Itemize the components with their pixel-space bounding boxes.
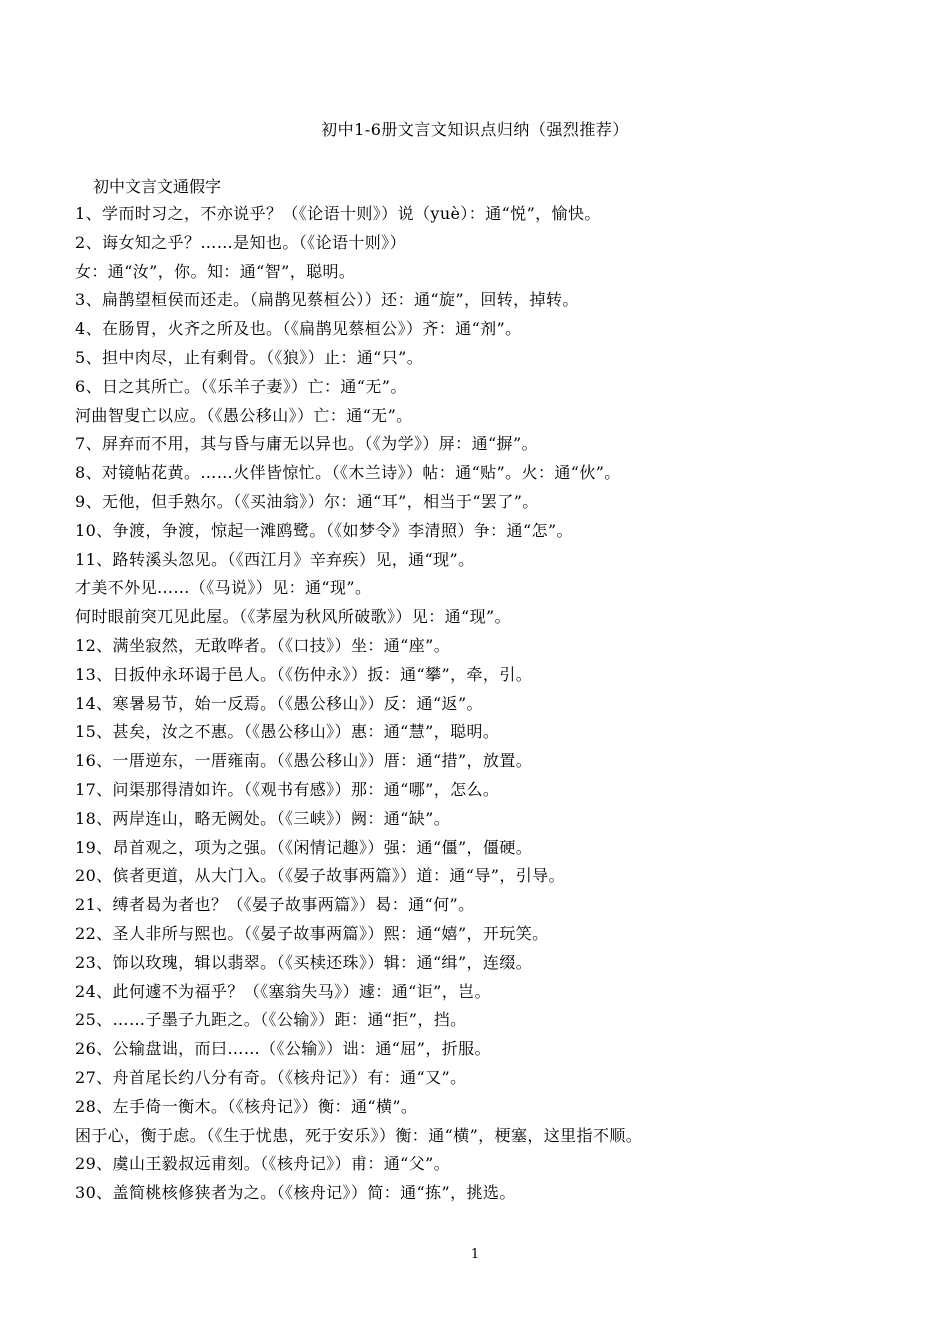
content-line: 河曲智叟亡以应。（《愚公移山》）亡：通“无”。 <box>75 405 413 425</box>
content-line: 17、问渠那得清如许。（《观书有感》）那：通“哪”，怎么。 <box>75 779 500 799</box>
content-line: 8、对镜帖花黄。……火伴皆惊忙。（《木兰诗》）帖：通“贴”。火：通“伙”。 <box>75 463 621 483</box>
content-line: 困于心，衡于虑。（《生于忧患，死于安乐》）衡：通“横”，梗塞，这里指不顺。 <box>75 1125 643 1145</box>
content-line: 18、两岸连山，略无阙处。（《三峡》）阙：通“缺”。 <box>75 808 451 828</box>
content-line: 9、无他，但手熟尔。（《买油翁》）尔：通“耳”，相当于“罢了”。 <box>75 491 539 511</box>
content-line: 29、虞山王毅叔远甫刻。（《核舟记》）甫：通“父”。 <box>75 1154 451 1174</box>
content-line: 2、诲女知之乎？……是知也。（《论语十则》） <box>75 232 406 252</box>
document-title: 初中1-6册文言文知识点归纳（强烈推荐） <box>321 120 629 139</box>
page-number: 1 <box>470 1247 480 1262</box>
content-line: 7、屏弃而不用，其与昏与庸无以异也。（《为学》）屏：通“摒”。 <box>75 434 538 454</box>
content-line: 1、学而时习之，不亦说乎？（《论语十则》）说（yuè）：通“悦”，愉快。 <box>75 204 601 223</box>
content-line: 27、舟首尾长约八分有奇。（《核舟记》）有：通“又”。 <box>75 1067 467 1087</box>
content-line: 13、日扳仲永环谒于邑人。（《伤仲永》）扳：通“攀”，牵，引。 <box>75 664 533 684</box>
content-line: 14、寒暑易节，始一反焉。（《愚公移山》）反：通“返”。 <box>75 693 483 713</box>
content-line: 11、路转溪头忽见。（《西江月》辛弃疾）见，通“现”。 <box>75 549 475 569</box>
content-line: 16、一厝逆东，一厝雍南。（《愚公移山》）厝：通“措”，放置。 <box>75 751 533 771</box>
content-line: 20、傧者更道，从大门入。（《晏子故事两篇》）道：通“导”，引导。 <box>75 866 565 886</box>
content-line: 26、公输盘诎，而曰……（《公输》）诎：通“屈”，折服。 <box>75 1039 491 1059</box>
content-line: 3、扁鹊望桓侯而还走。（扁鹊见蔡桓公））还：通“旋”，回转，掉转。 <box>75 290 579 310</box>
content-line: 21、缚者曷为者也？（《晏子故事两篇》）曷：通“何”。 <box>75 895 475 915</box>
content-line: 12、满坐寂然，无敢哗者。（《口技》）坐：通“座”。 <box>75 635 451 655</box>
content-line: 女：通“汝”，你。知：通“智”，聪明。 <box>75 261 356 281</box>
content-line: 23、饰以玫瑰，辑以翡翠。（《买椟还珠》）辑：通“缉”，连缀。 <box>75 952 533 972</box>
content-line: 何时眼前突兀见此屋。（《茅屋为秋风所破歌》）见：通“现”。 <box>75 607 511 627</box>
content-lines <box>75 200 895 1208</box>
content-line: 15、甚矣，汝之不惠。（《愚公移山》）惠：通“慧”，聪明。 <box>75 722 500 742</box>
content-line: 5、担中肉尽，止有剩骨。（《狼》）止：通“只”。 <box>75 347 424 367</box>
content-line: 10、争渡，争渡，惊起一滩鸥鹭。（《如梦令》李清照）争：通“怎”。 <box>75 520 573 540</box>
content-line: 28、左手倚一衡木。（《核舟记》）衡：通“横”。 <box>75 1096 418 1116</box>
content-line: 25、……子墨子九距之。（《公输》）距：通“拒”，挡。 <box>75 1010 467 1030</box>
content-line: 30、盖简桃核修狭者为之。（《核舟记》）简：通“拣”，挑选。 <box>75 1183 516 1203</box>
section-heading: 初中文言文通假字 <box>93 177 222 196</box>
content-line: 才美不外见……（《马说》）见：通“现”。 <box>75 578 372 598</box>
content-line: 6、日之其所亡。（《乐羊子妻》）亡：通“无”。 <box>75 376 407 396</box>
content-line: 4、在肠胃，火齐之所及也。（《扁鹊见蔡桓公》）齐：通“剂”。 <box>75 319 522 339</box>
content-line: 19、昂首观之，项为之强。（《闲情记趣》）强：通“僵”，僵硬。 <box>75 837 533 857</box>
content-line: 24、此何遽不为福乎？（《塞翁失马》）遽：通“讵”，岂。 <box>75 981 491 1001</box>
content-line: 22、圣人非所与熙也。（《晏子故事两篇》）熙：通“嬉”，开玩笑。 <box>75 923 549 943</box>
